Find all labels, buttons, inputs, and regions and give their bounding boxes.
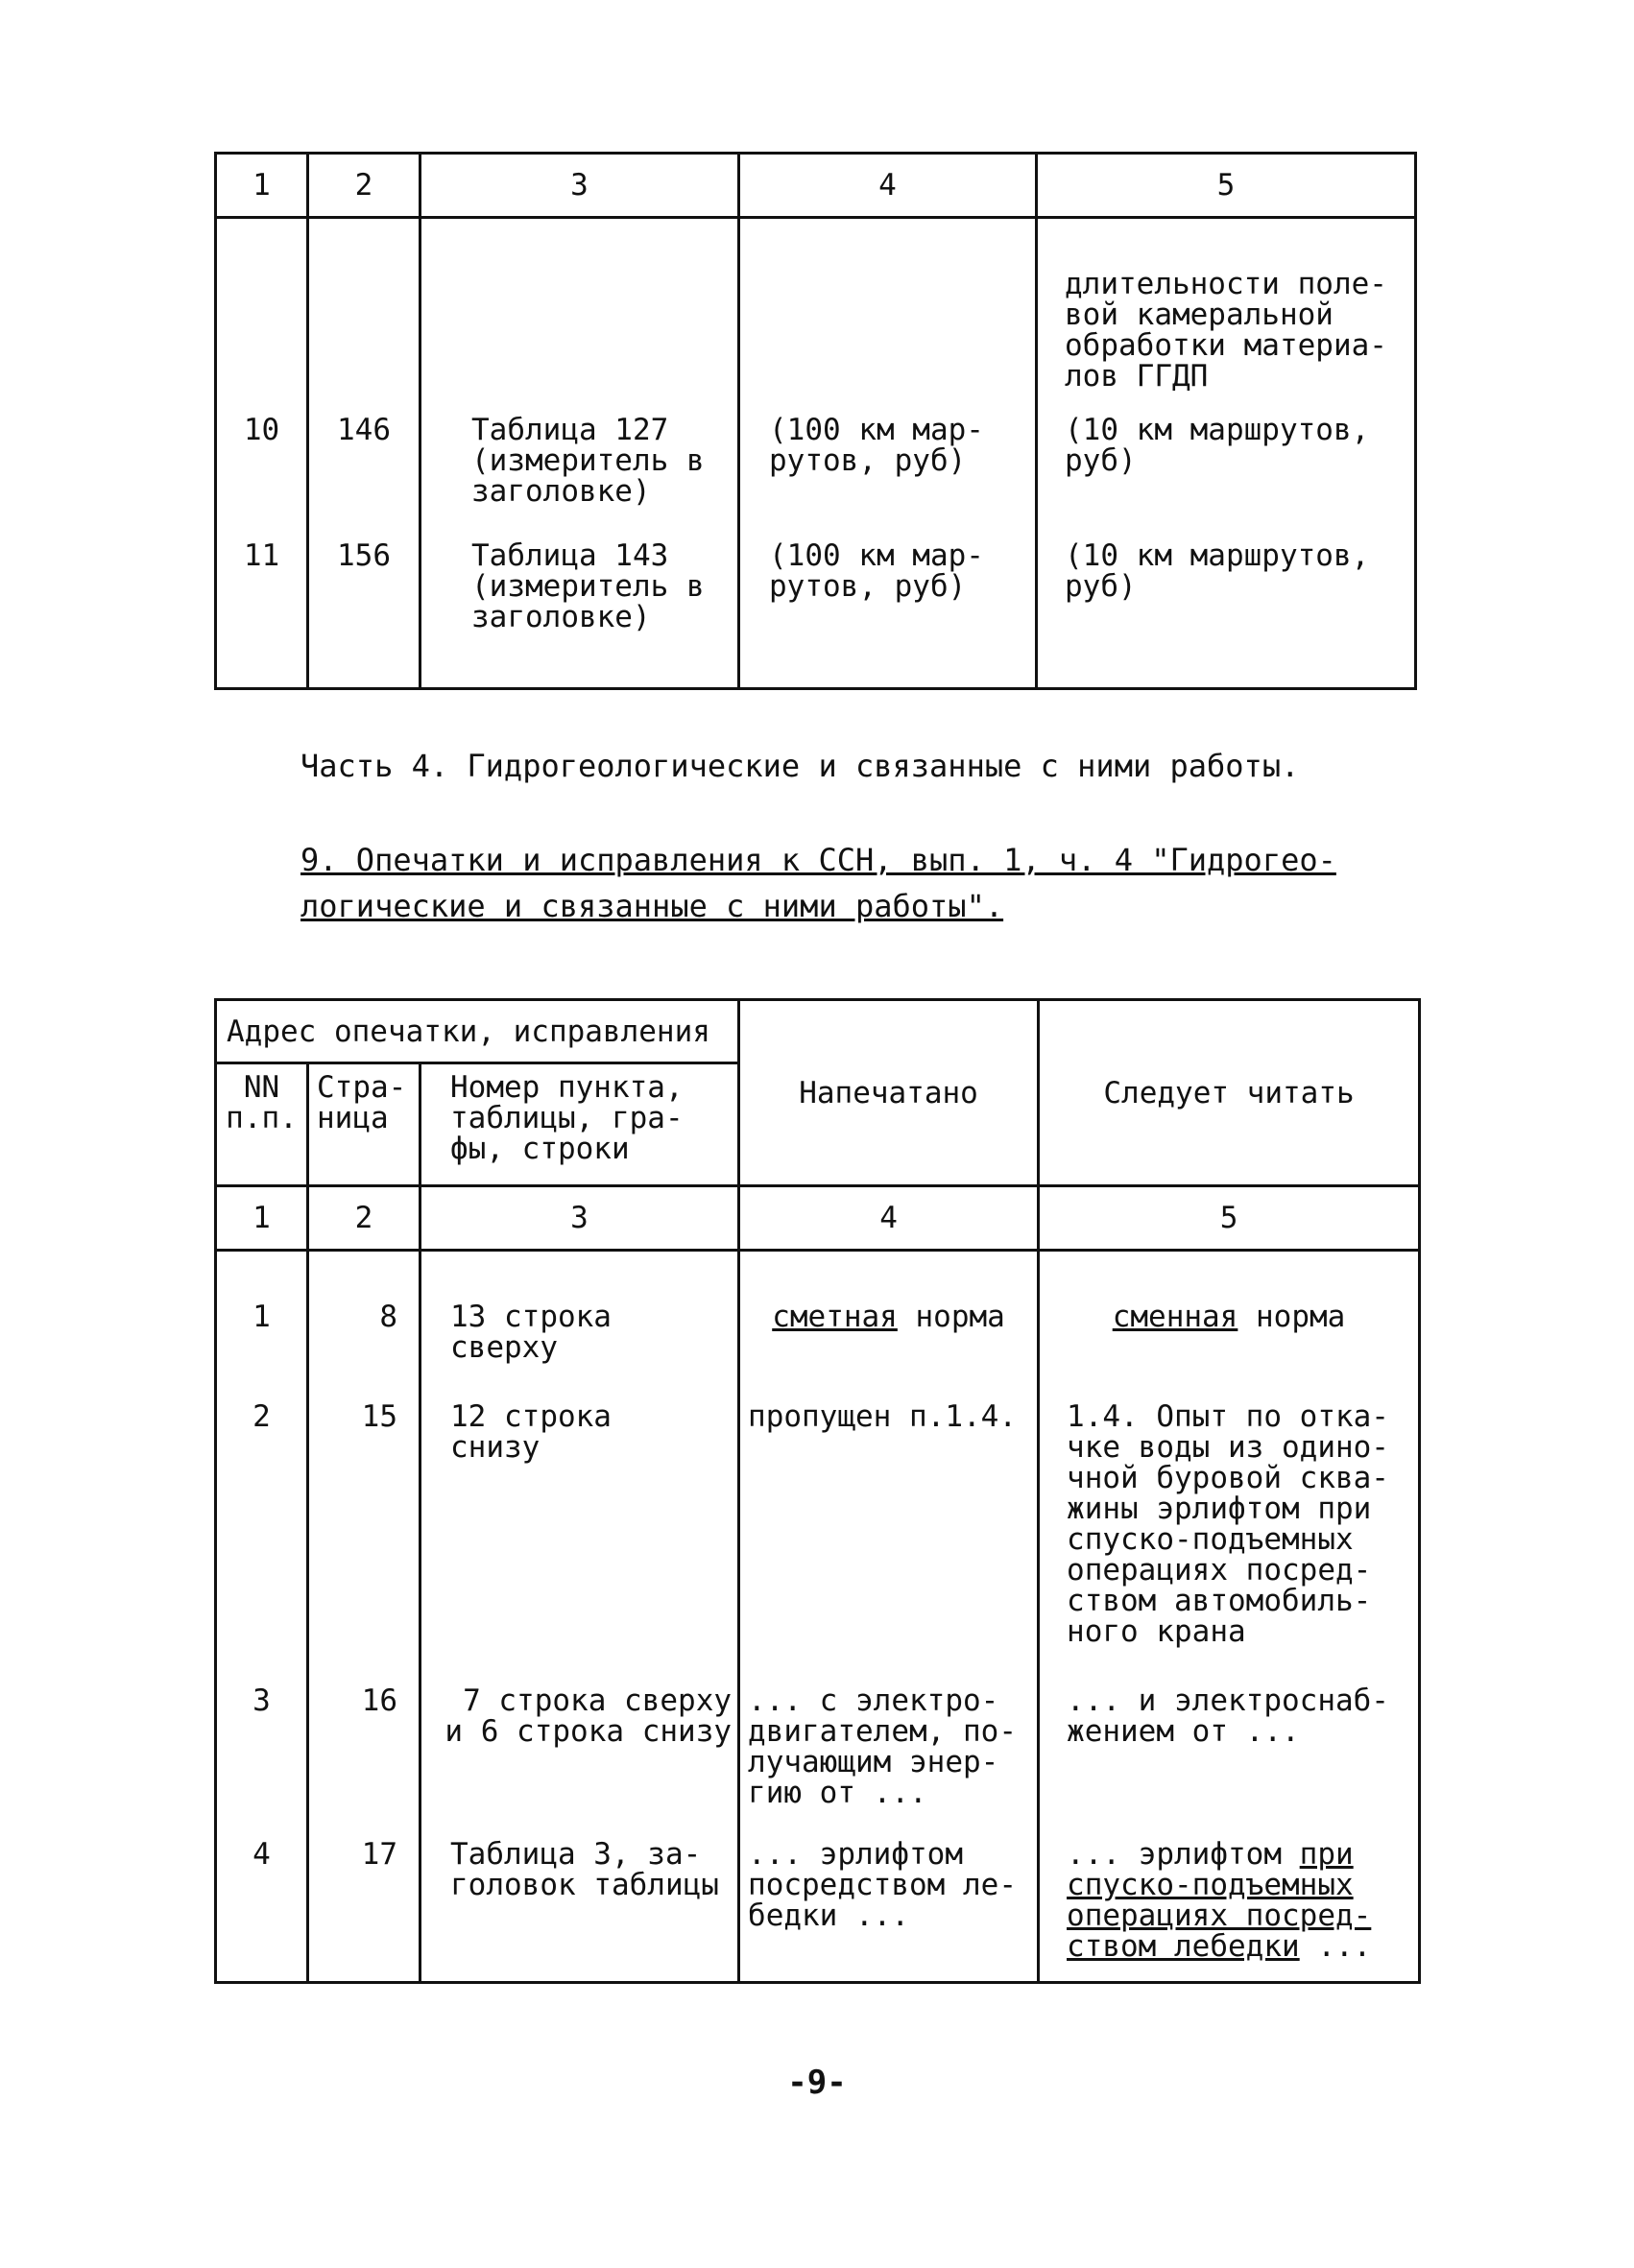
table-bottom-row <box>216 1981 1420 1983</box>
table-row <box>216 1363 1420 1647</box>
underlined-word: сметная <box>772 1300 898 1334</box>
col-number: 5 <box>1037 154 1416 218</box>
table-row <box>216 1251 1420 1364</box>
col-number: 2 <box>308 1186 421 1251</box>
cell-page: 17 <box>308 1808 421 1981</box>
cell-page: 16 <box>308 1647 421 1808</box>
cell-item: 7 строка сверху и 6 строка снизу <box>421 1647 739 1808</box>
table-group-header-row <box>216 1000 1420 1063</box>
cell-item: Таблица 127 (измеритель в заголовке) <box>421 415 739 540</box>
errata-table-continued <box>214 152 1417 690</box>
cell-nn: 10 <box>216 415 308 540</box>
cell-nn: 4 <box>216 1808 308 1981</box>
cell-nn <box>216 218 308 415</box>
table-header-row <box>216 154 1416 218</box>
cell-page <box>308 218 421 415</box>
cell-item <box>421 218 739 415</box>
col-number: 1 <box>216 1186 308 1251</box>
cell-read: длительности поле- вой камеральной обработки материа- лов ГГДП <box>1037 218 1416 415</box>
part-heading: Часть 4. Гидрогеологические и связанные с ними работы. <box>300 748 1300 784</box>
cell-page: 156 <box>308 540 421 687</box>
col-number: 2 <box>308 154 421 218</box>
col-number: 4 <box>739 1186 1039 1251</box>
table-row <box>216 1808 1420 1981</box>
col-number: 5 <box>1039 1186 1420 1251</box>
errata-table <box>214 998 1421 1984</box>
underlined-phrase: при спуско-подъемных операциях посред- ством лебедки <box>1067 1837 1372 1964</box>
page-header: Стра- ница <box>308 1063 421 1186</box>
col-number: 1 <box>216 154 308 218</box>
cell-printed: сметная норма <box>739 1251 1039 1364</box>
cell-read: сменная норма <box>1039 1251 1420 1364</box>
cell-item: Таблица 3, за- головок таблицы <box>421 1808 739 1981</box>
table-row <box>216 218 1416 415</box>
cell-printed: ... с электро- двигателем, по- лучающим энер- гию от ... <box>739 1647 1039 1808</box>
printed-header: Напечатано <box>739 1000 1039 1186</box>
table-bottom-row <box>216 687 1416 689</box>
nn-header: NN п.п. <box>216 1063 308 1186</box>
column-number-row <box>216 1186 1420 1251</box>
col-number: 3 <box>421 1186 739 1251</box>
section-title: 9. Опечатки и исправления к ССН, вып. 1, ч. 4 "Гидрогео- логические и связанные с ними работы". <box>300 842 1336 924</box>
cell-page: 15 <box>308 1363 421 1647</box>
read-header: Следует читать <box>1039 1000 1420 1186</box>
cell-printed: пропущен п.1.4. <box>739 1363 1039 1647</box>
cell-nn: 11 <box>216 540 308 687</box>
cell-item: Таблица 143 (измеритель в заголовке) <box>421 540 739 687</box>
cell-read: ... и электроснаб- жением от ... <box>1039 1647 1420 1808</box>
col-number: 4 <box>739 154 1037 218</box>
cell-printed: (100 км мар- рутов, руб) <box>739 415 1037 540</box>
cell-printed <box>739 218 1037 415</box>
cell-item: 12 строка снизу <box>421 1363 739 1647</box>
table-row <box>216 540 1416 687</box>
page-number: -9- <box>787 2064 847 2102</box>
cell-read: (10 км маршрутов, руб) <box>1037 415 1416 540</box>
cell-read: 1.4. Опыт по отка- чке воды из одино- чной буровой сква- жины эрлифтом при спуско-подъемных операциях посред- ством автомобиль- ного крана <box>1039 1363 1420 1647</box>
cell-printed: ... эрлифтом посредством ле- бедки ... <box>739 1808 1039 1981</box>
item-header: Номер пункта, таблицы, гра- фы, строки <box>421 1063 739 1186</box>
cell-read: (10 км маршрутов, руб) <box>1037 540 1416 687</box>
cell-page: 146 <box>308 415 421 540</box>
cell-nn: 3 <box>216 1647 308 1808</box>
cell-nn: 2 <box>216 1363 308 1647</box>
cell-nn: 1 <box>216 1251 308 1364</box>
cell-page: 8 <box>308 1251 421 1364</box>
address-group-header: Адрес опечатки, исправления <box>216 1000 739 1063</box>
table-row <box>216 1647 1420 1808</box>
cell-printed: (100 км мар- рутов, руб) <box>739 540 1037 687</box>
underlined-word: сменная <box>1112 1300 1238 1334</box>
col-number: 3 <box>421 154 739 218</box>
cell-item: 13 строка сверху <box>421 1251 739 1364</box>
cell-read: ... эрлифтом при спуско-подъемных операциях посред- ством лебедки ... <box>1039 1808 1420 1981</box>
table-row <box>216 415 1416 540</box>
